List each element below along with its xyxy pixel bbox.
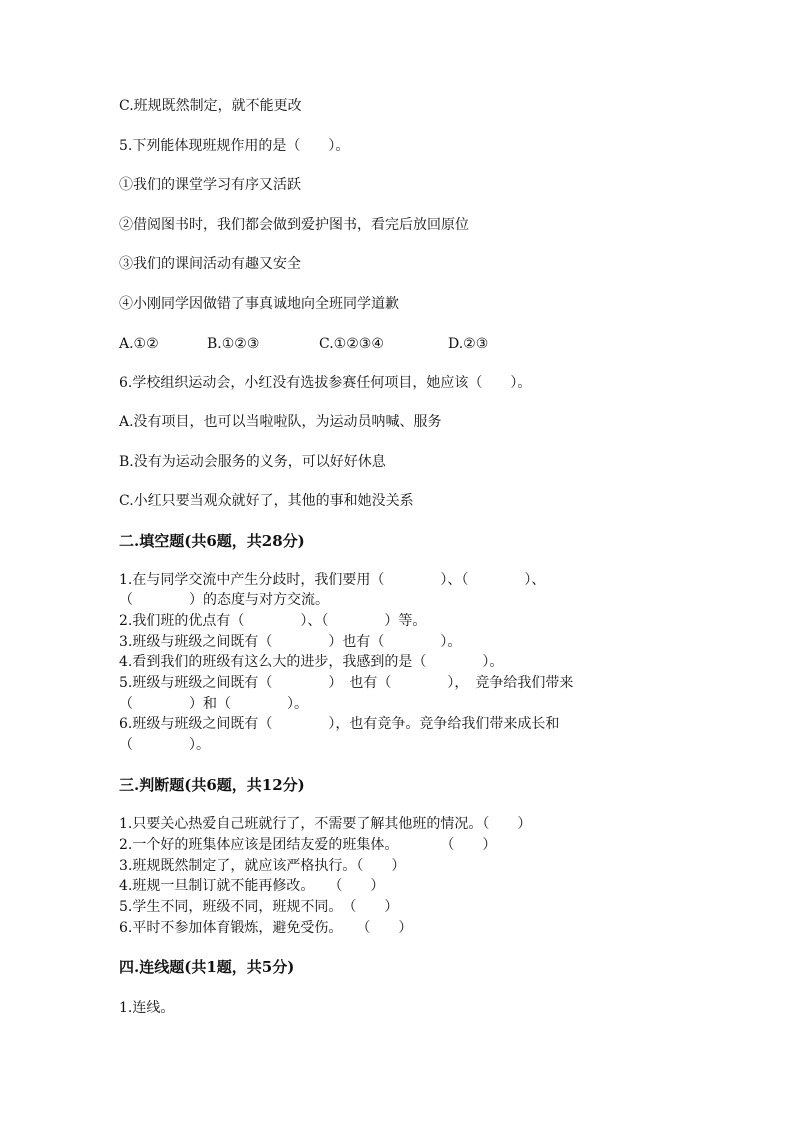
q5-item-1: ①我们的课堂学习有序又活跃 [119, 177, 301, 193]
fill-line-9: （ ）。 [119, 737, 210, 753]
q5-option-a: A.①② [119, 336, 159, 352]
q5-item-3: ③我们的课间活动有趣又安全 [119, 256, 301, 272]
judge-line-2: 2.一个好的班集体应该是团结友爱的班集体。 （ ） [119, 837, 497, 853]
fill-line-7: （ ）和（ ）。 [119, 696, 308, 712]
section4-title: 四.连线题(共1题，共5分) [119, 958, 295, 976]
q6-option-c: C.小红只要当观众就好了，其他的事和她没关系 [119, 493, 414, 509]
q5-item-2: ②借阅图书时，我们都会做到爱护图书，看完后放回原位 [119, 217, 469, 233]
judge-line-5: 5.学生不同，班级不同，班规不同。 （ ） [119, 899, 399, 915]
match-line-1: 1.连线。 [119, 1000, 175, 1016]
section2-title: 二.填空题(共6题，共28分) [119, 532, 305, 550]
judge-line-4: 4.班规一旦制订就不能再修改。 （ ） [119, 878, 385, 894]
q6-option-a: A.没有项目，也可以当啦啦队，为运动员呐喊、服务 [119, 414, 442, 430]
q5-option-b: B.①②③ [207, 336, 260, 352]
q5-option-c: C.①②③④ [319, 336, 384, 352]
fill-line-8: 6.班级与班级之间既有（ ），也有竞争。竞争给我们带来成长和 [119, 716, 560, 732]
q4-option-c: C.班规既然制定，就不能更改 [119, 98, 302, 114]
q5-item-4: ④小刚同学因做错了事真诚地向全班同学道歉 [119, 296, 399, 312]
judge-line-6: 6.平时不参加体育锻炼，避免受伤。 （ ） [119, 920, 413, 936]
q6-stem: 6.学校组织运动会，小红没有选拔参赛任何项目，她应该（ ）。 [119, 375, 532, 391]
fill-line-6: 5.班级与班级之间既有（ ） 也有（ ）， 竞争给我们带来 [119, 675, 574, 691]
q5-option-d: D.②③ [448, 336, 489, 352]
fill-line-1: 1.在与同学交流中产生分歧时，我们要用（ ）、（ ）、 [119, 572, 546, 588]
q6-option-b: B.没有为运动会服务的义务，可以好好休息 [119, 454, 386, 470]
fill-line-5: 4.看到我们的班级有这么大的进步，我感到的是（ ）。 [119, 654, 504, 670]
fill-line-4: 3.班级与班级之间既有（ ）也有（ ）。 [119, 634, 462, 650]
judge-line-3: 3.班规既然制定了，就应该严格执行。（ ） [119, 858, 406, 874]
judge-line-1: 1.只要关心热爱自己班就行了，不需要了解其他班的情况。（ ） [119, 816, 532, 832]
section3-title: 三.判断题(共6题，共12分) [119, 776, 305, 794]
q5-stem: 5.下列能体现班规作用的是（ ）。 [119, 138, 350, 154]
fill-line-2: （ ）的态度与对方交流。 [119, 592, 329, 608]
fill-line-3: 2.我们班的优点有（ ）、（ ）等。 [119, 613, 427, 629]
